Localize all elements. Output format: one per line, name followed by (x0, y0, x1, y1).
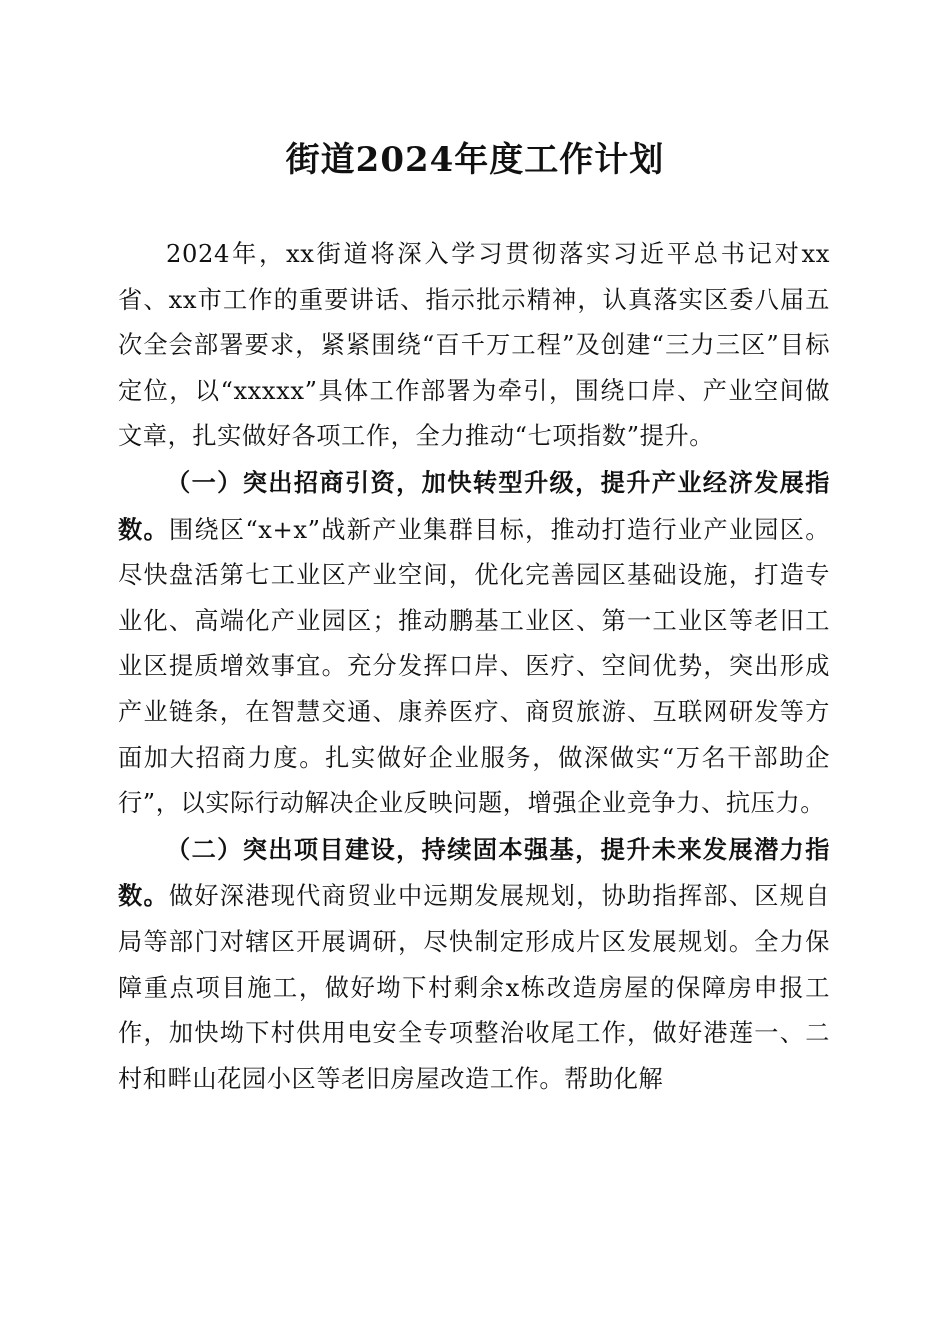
section-heading-1: （一）突出招商引资，加快转型升级，提升产业经济发展指数。 (118, 467, 830, 544)
intro-paragraph: 2024年，xx街道将深入学习贯彻落实习近平总书记对xx省、xx市工作的重要讲话、指示批示精神，认真落实区委八届五次全会部署要求，紧紧围绕“百千万工程”及创建“三力三区”目标定位，以“xxxxx”具体工作部署为牵引，围绕口岸、产业空间做文章，扎实做好各项工作，全力推动“七项指数”提升。 (118, 240, 830, 451)
section-paragraph-2 (118, 827, 830, 1103)
section-heading-2: （二）突出项目建设，持续固本强基，提升未来发展潜力指数。 (118, 834, 830, 911)
section-paragraph-1 (118, 460, 830, 827)
section-text-2: 做好深港现代商贸业中远期发展规划，协助指挥部、区规自局等部门对辖区开展调研，尽快制定形成片区发展规划。全力保障重点项目施工，做好坳下村剩余x栋改造房屋的保障房申报工作，加快坳下村供用电安全专项整治收尾工作，做好港莲一、二村和畔山花园小区等老旧房屋改造工作。帮助化解 (118, 882, 830, 1093)
document-body (118, 232, 830, 1102)
document-title: 街道2024年度工作计划 (285, 140, 665, 180)
section-text-1: 围绕区“x+x”战新产业集群目标，推动打造行业产业园区。尽快盘活第七工业区产业空间，优化完善园区基础设施，打造专业化、高端化产业园区；推动鹏基工业区、第一工业区等老旧工业区提质增效事宜。充分发挥口岸、医疗、空间优势，突出形成产业链条，在智慧交通、康养医疗、商贸旅游、互联网研发等方面加大招商力度。扎实做好企业服务，做深做实“万名干部助企行”，以实际行动解决企业反映问题，增强企业竞争力、抗压力。 (118, 515, 830, 818)
